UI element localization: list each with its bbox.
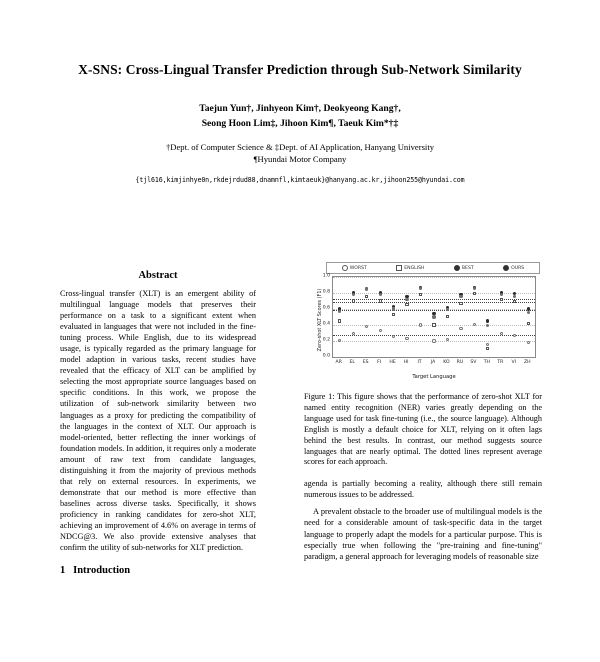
chart-point-ours <box>405 298 408 301</box>
affiliation-line-1: †Dept. of Computer Science & ‡Dept. of AI Application, Hanyang University <box>165 141 435 152</box>
legend-marker-english-icon <box>396 265 402 271</box>
chart-y-tick-label: 0.6 <box>322 305 330 311</box>
chart-gridline <box>333 277 535 278</box>
chart-point-english <box>379 299 382 302</box>
chart-point-english <box>446 315 449 318</box>
chart-gridline <box>333 293 535 294</box>
figure-1 <box>304 262 542 468</box>
chart-x-tick-label: ES <box>362 360 369 365</box>
legend-item-ours <box>503 265 524 271</box>
chart-point-worst <box>527 341 530 344</box>
legend-marker-worst-icon <box>342 265 348 271</box>
chart-average-line <box>333 299 535 300</box>
chart-point-ours <box>352 293 355 296</box>
chart-point-english <box>513 300 516 303</box>
chart-y-tick-label: 0.0 <box>322 353 330 359</box>
intro-paragraph-2: A prevalent obstacle to the broader use of multilingual models is the need for a considerable amount of task-specific data in the target language to properly adapt the models for a particular purpose. This is especially true when following the "pre-training and fine-tuning" paradigm, a general approach for leveraging models of reasonable size <box>304 507 542 561</box>
chart-x-tick-label: TH <box>483 360 490 365</box>
chart-point-worst <box>379 329 382 332</box>
page-title: X-SNS: Cross-Lingual Transfer Prediction through Sub-Network Similarity <box>78 62 522 77</box>
affiliation-line-2: ¶Hyundai Motor Company <box>253 154 347 165</box>
chart-x-tick-label: EL <box>349 360 355 365</box>
right-column <box>304 262 542 568</box>
chart-plot-area <box>332 276 536 358</box>
chart-point-english <box>419 293 422 296</box>
chart-point-ours <box>419 287 422 290</box>
chart-average-line <box>333 302 535 303</box>
author-line-1: Taejun Yun†, Jinhyeon Kim†, Deokyeong Kang†, <box>199 103 401 114</box>
affiliations <box>50 141 550 166</box>
chart-point-ours <box>379 293 382 296</box>
chart-legend <box>326 262 540 274</box>
chart-average-line <box>333 310 535 311</box>
author-list <box>60 102 540 132</box>
chart-y-tick-label: 0.2 <box>322 337 330 343</box>
chart-point-ours <box>486 324 489 327</box>
chart-x-tick-label: TR <box>497 360 504 365</box>
chart-point-ours <box>446 308 449 311</box>
abstract-text: Cross-lingual transfer (XLT) is an emergent ability of multilingual language models that preserves their performance on a task to a significant extent when evaluated in languages that were not included in the fine-tuning process. While English, due to its widespread usage, is typically regarded as the primary language for model adaption in various tasks, recent studies have revealed that the efficacy of XLT can be amplified by selecting the most appropriate source languages based on specific conditions. In this work, we propose the utilization of sub-network similarity between two languages as a proxy for predicting the compatibility of the languages in the context of XLT. Our approach is model-oriented, better reflecting the inner workings of foundation models. In addition, it requires only a moderate amount of raw text from candidate languages, distinguishing it from the majority of previous methods that rely on external resources. In experiments, we demonstrate that our method is more effective than baselines across diverse tasks. Specifically, it shows proficiency in ranking candidates for zero-shot XLT, achieving an improvement of 4.6% on average in terms of NDCG@3. We also provide extensive analyses that confirm the utility of sub-networks for XLT prediction. <box>60 289 256 553</box>
chart-y-tick-label: 0.4 <box>322 321 330 327</box>
chart-point-best <box>486 319 489 322</box>
paper-page <box>0 62 600 662</box>
chart-point-english <box>352 299 355 302</box>
chart-point-worst <box>392 335 395 338</box>
chart-point-english <box>432 323 435 326</box>
figure-caption-text: This figure shows that the performance of zero-shot XLT for named entity recognition (NER) varies greatly depending on the language used for task fine-tuning (i.e., the source language). Although English is mostly a default choice for XLT, relying on it often lags behind the best results. In contrast, our method suggests source languages that are nearly optimal. The dotted lines represent average scores for each approach. <box>304 392 542 467</box>
chart-point-english <box>473 292 476 295</box>
chart-x-tick-label: IT <box>417 360 422 365</box>
abstract-heading: Abstract <box>138 270 178 281</box>
figure-caption <box>304 392 542 468</box>
chart-point-ours <box>527 311 530 314</box>
chart-x-tick-label: RU <box>456 360 464 365</box>
chart-point-worst <box>365 325 368 328</box>
legend-marker-ours-icon <box>503 265 509 271</box>
chart-point-ours <box>365 287 368 290</box>
introduction-number: 1 <box>60 565 66 577</box>
chart-point-english <box>459 302 462 305</box>
chart-x-tick-label: JA <box>430 360 436 365</box>
chart-point-worst <box>513 334 516 337</box>
legend-label-worst: WORST <box>349 265 367 271</box>
chart-x-tick-label: ZH <box>523 360 531 365</box>
introduction-heading <box>60 565 256 576</box>
left-column <box>60 262 256 580</box>
chart-x-tick-label: VI <box>511 360 517 365</box>
chart-x-tick-label: HI <box>403 360 409 365</box>
chart-point-ours <box>392 307 395 310</box>
chart-x-tick-label: FI <box>377 360 382 365</box>
chart-x-tick-label: SV <box>470 360 477 365</box>
chart <box>304 262 542 384</box>
chart-x-tick-label: AR <box>335 360 342 365</box>
chart-point-english <box>527 322 530 325</box>
chart-point-english <box>500 298 503 301</box>
chart-point-worst <box>446 338 449 341</box>
chart-point-english <box>405 303 408 306</box>
chart-y-axis-label: Zero-shot XLT Scores (F1) <box>317 288 323 352</box>
chart-point-worst <box>432 339 435 342</box>
chart-x-tick-label: HE <box>389 360 396 365</box>
chart-point-english <box>486 347 489 350</box>
legend-label-best: BEST <box>461 265 474 271</box>
chart-point-worst <box>419 323 422 326</box>
chart-point-english <box>338 319 341 322</box>
author-emails: {tjl616,kimjinhye0n,rkdejrdud88,dnamnfl,kimtaeuk}@hanyang.ac.kr,jihoon255@hyundai.com <box>135 175 465 184</box>
legend-item-english <box>396 265 424 271</box>
intro-paragraph-1: agenda is partially becoming a reality, although there still remain numerous issues to be addressed. <box>304 479 542 500</box>
chart-x-tick-label: KO <box>443 360 450 365</box>
chart-gridline <box>333 357 535 358</box>
legend-item-best <box>454 265 474 271</box>
chart-point-english <box>365 295 368 298</box>
chart-average-line <box>333 335 535 336</box>
introduction-title: Introduction <box>73 565 131 577</box>
chart-x-axis-label: Target Language <box>412 374 456 380</box>
author-line-2: Seong Hoon Lim‡, Jihoon Kim¶, Taeuk Kim*†‡ <box>201 117 399 129</box>
chart-point-ours <box>459 295 462 298</box>
chart-point-ours <box>473 287 476 290</box>
two-column-body <box>0 262 600 662</box>
chart-point-ours <box>513 295 516 298</box>
chart-y-tick-label: 1.0 <box>322 273 330 279</box>
legend-label-ours: OURS <box>511 265 525 271</box>
chart-point-worst <box>473 323 476 326</box>
legend-label-english: ENGLISH <box>404 265 425 271</box>
legend-item-worst <box>342 265 367 271</box>
chart-point-ours <box>500 293 503 296</box>
chart-point-worst <box>486 343 489 346</box>
figure-caption-label: Figure 1: <box>304 392 335 401</box>
chart-point-worst <box>459 327 462 330</box>
chart-point-ours <box>338 310 341 313</box>
chart-point-ours <box>432 315 435 318</box>
chart-point-worst <box>405 337 408 340</box>
chart-point-english <box>392 313 395 316</box>
legend-marker-best-icon <box>454 265 460 271</box>
chart-y-tick-label: 0.8 <box>322 289 330 295</box>
